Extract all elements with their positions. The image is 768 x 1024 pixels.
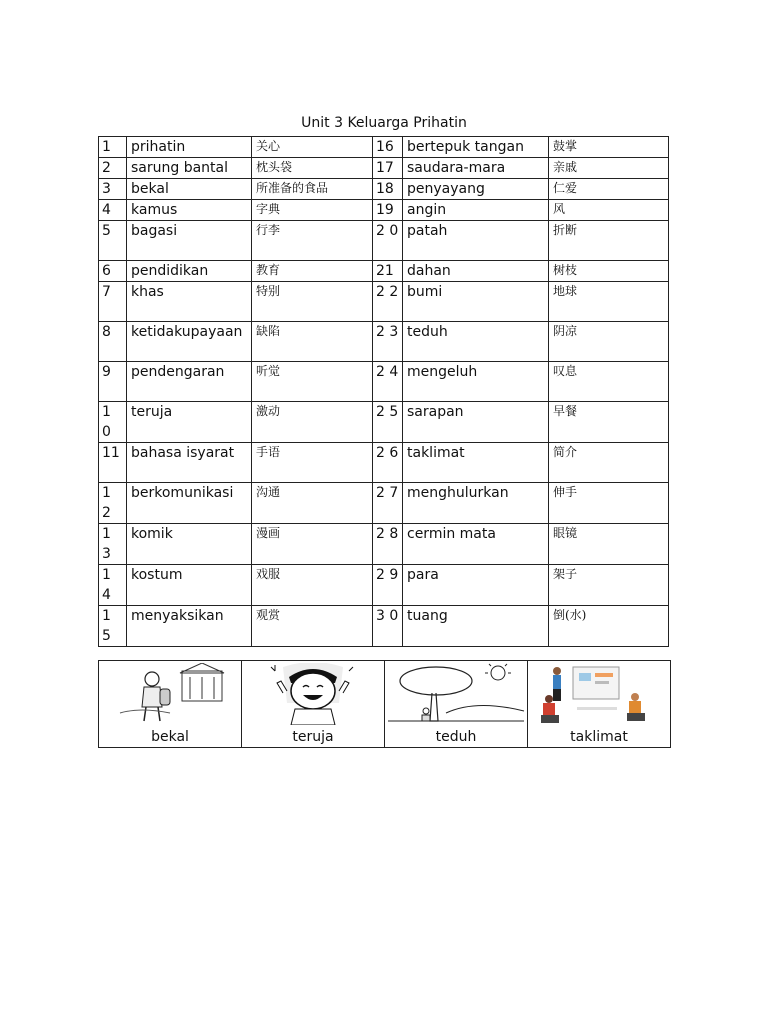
chinese-meaning: 伸手 [549, 483, 669, 524]
malay-word: menghulurkan [403, 483, 549, 524]
row-number: 1 3 [99, 524, 127, 565]
row-number: 2 0 [373, 221, 403, 261]
row-number: 2 [99, 158, 127, 179]
row-number: 2 3 [373, 322, 403, 362]
chinese-meaning: 眼镜 [549, 524, 669, 565]
malay-word: pendidikan [127, 261, 252, 282]
chinese-meaning: 风 [549, 200, 669, 221]
malay-word: taklimat [403, 443, 549, 483]
row-number: 6 [99, 261, 127, 282]
row-number: 1 5 [99, 606, 127, 647]
malay-word: komik [127, 524, 252, 565]
malay-word: bahasa isyarat [127, 443, 252, 483]
malay-word: tuang [403, 606, 549, 647]
malay-word: bumi [403, 282, 549, 322]
row-number: 9 [99, 362, 127, 402]
malay-word: berkomunikasi [127, 483, 252, 524]
row-number: 2 2 [373, 282, 403, 322]
row-number: 17 [373, 158, 403, 179]
row-number: 4 [99, 200, 127, 221]
row-number: 2 8 [373, 524, 403, 565]
row-number: 3 0 [373, 606, 403, 647]
chinese-meaning: 鼓掌 [549, 137, 669, 158]
picture-caption: teduh [435, 729, 477, 745]
chinese-meaning: 漫画 [252, 524, 373, 565]
picture-cell-teruja [242, 661, 385, 748]
row-number: 1 4 [99, 565, 127, 606]
malay-word: kamus [127, 200, 252, 221]
chinese-meaning: 关心 [252, 137, 373, 158]
table-row [99, 443, 669, 483]
malay-word: prihatin [127, 137, 252, 158]
malay-word: para [403, 565, 549, 606]
row-number: 21 [373, 261, 403, 282]
chinese-meaning: 特别 [252, 282, 373, 322]
table-row [99, 282, 669, 322]
malay-word: penyayang [403, 179, 549, 200]
malay-word: cermin mata [403, 524, 549, 565]
chinese-meaning: 早餐 [549, 402, 669, 443]
chinese-meaning: 沟通 [252, 483, 373, 524]
malay-word: sarapan [403, 402, 549, 443]
row-number: 2 7 [373, 483, 403, 524]
chinese-meaning: 枕头袋 [252, 158, 373, 179]
row-number: 2 5 [373, 402, 403, 443]
table-row [99, 565, 669, 606]
malay-word: teduh [403, 322, 549, 362]
table-row [99, 200, 669, 221]
row-number: 2 6 [373, 443, 403, 483]
table-row [99, 261, 669, 282]
chinese-meaning: 折断 [549, 221, 669, 261]
chinese-meaning: 叹息 [549, 362, 669, 402]
chinese-meaning: 简介 [549, 443, 669, 483]
chinese-meaning: 听觉 [252, 362, 373, 402]
row-number: 11 [99, 443, 127, 483]
table-row [99, 137, 669, 158]
malay-word: bagasi [127, 221, 252, 261]
table-row [99, 362, 669, 402]
table-row [99, 322, 669, 362]
row-number: 8 [99, 322, 127, 362]
malay-word: teruja [127, 402, 252, 443]
malay-word: patah [403, 221, 549, 261]
table-row [99, 221, 669, 261]
chinese-meaning: 阴凉 [549, 322, 669, 362]
chinese-meaning: 行李 [252, 221, 373, 261]
row-number: 2 4 [373, 362, 403, 402]
chinese-meaning: 所准备的食品 [252, 179, 373, 200]
row-number: 5 [99, 221, 127, 261]
row-number: 3 [99, 179, 127, 200]
malay-word: dahan [403, 261, 549, 282]
picture-cell-teduh [385, 661, 528, 748]
page-title: Unit 3 Keluarga Prihatin [301, 115, 467, 131]
row-number: 19 [373, 200, 403, 221]
chinese-meaning: 戏服 [252, 565, 373, 606]
row-number: 16 [373, 137, 403, 158]
chinese-meaning: 倒(水) [549, 606, 669, 647]
briefing-meeting-illustration [528, 663, 670, 725]
chinese-meaning: 架子 [549, 565, 669, 606]
row-number: 1 2 [99, 483, 127, 524]
malay-word: sarung bantal [127, 158, 252, 179]
picture-caption: bekal [151, 729, 189, 745]
picture-strip [98, 660, 671, 748]
picture-cell-bekal [99, 661, 242, 748]
malay-word: kostum [127, 565, 252, 606]
picture-caption: teruja [292, 729, 334, 745]
excited-girl-illustration [242, 663, 384, 725]
row-number: 7 [99, 282, 127, 322]
table-row [99, 158, 669, 179]
table-row [99, 524, 669, 565]
malay-word: saudara-mara [403, 158, 549, 179]
chinese-meaning: 教育 [252, 261, 373, 282]
boy-with-backpack-illustration [99, 663, 241, 725]
malay-word: menyaksikan [127, 606, 252, 647]
vocabulary-table [98, 136, 669, 647]
malay-word: bertepuk tangan [403, 137, 549, 158]
chinese-meaning: 树枝 [549, 261, 669, 282]
chinese-meaning: 缺陷 [252, 322, 373, 362]
malay-word: khas [127, 282, 252, 322]
picture-cell-taklimat [528, 661, 671, 748]
chinese-meaning: 观赏 [252, 606, 373, 647]
malay-word: pendengaran [127, 362, 252, 402]
row-number: 2 9 [373, 565, 403, 606]
chinese-meaning: 仁爱 [549, 179, 669, 200]
malay-word: bekal [127, 179, 252, 200]
malay-word: angin [403, 200, 549, 221]
malay-word: mengeluh [403, 362, 549, 402]
row-number: 1 [99, 137, 127, 158]
malay-word: ketidakupayaan [127, 322, 252, 362]
table-row [99, 483, 669, 524]
person-under-tree-illustration [385, 663, 527, 725]
table-row [99, 402, 669, 443]
chinese-meaning: 激动 [252, 402, 373, 443]
chinese-meaning: 地球 [549, 282, 669, 322]
chinese-meaning: 亲戚 [549, 158, 669, 179]
row-number: 18 [373, 179, 403, 200]
chinese-meaning: 手语 [252, 443, 373, 483]
table-row [99, 179, 669, 200]
row-number: 1 0 [99, 402, 127, 443]
chinese-meaning: 字典 [252, 200, 373, 221]
picture-caption: taklimat [570, 729, 628, 745]
table-row [99, 606, 669, 647]
